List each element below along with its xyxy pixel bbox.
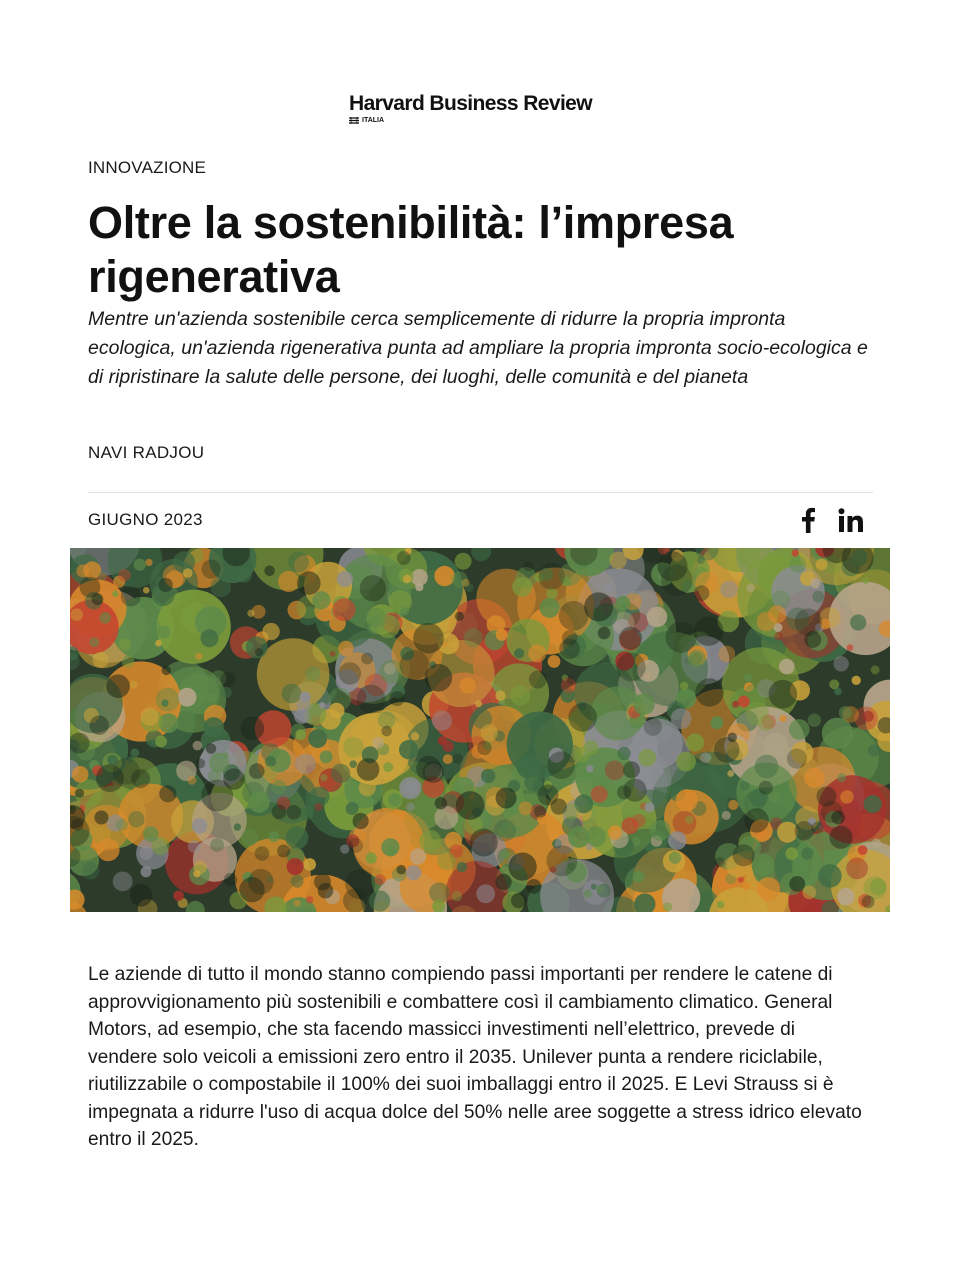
brand-name: Harvard Business Review bbox=[349, 92, 592, 115]
italy-flag-icon bbox=[349, 117, 359, 124]
brand-edition-label: ITALIA bbox=[362, 117, 385, 124]
share-linkedin-button[interactable] bbox=[836, 505, 866, 535]
article-dek: Mentre un'azienda sostenibile cerca semplicemente di ridurre la propria impronta ecologica, un'azienda rigenerativa punta ad ampliare la propria impronta socio-ecologica e di ripristinare la salute delle persone, dei luoghi, delle comunità e del pianeta bbox=[88, 308, 868, 388]
divider bbox=[88, 492, 873, 493]
share-facebook-button[interactable] bbox=[796, 505, 820, 535]
facebook-icon bbox=[800, 507, 816, 533]
article-title: Oltre la sostenibilità: l’impresa rigenerativa bbox=[88, 197, 734, 302]
article-body: Le aziende di tutto il mondo stanno compiendo passi importanti per rendere le catene di approvvigionamento più sostenibili e combattere così il cambiamento climatico. General Motors, ad esempio, che sta facendo massicci investimenti nell’elettrico, prevede di vendere solo veicoli a emissioni zero entro il 2035. Unilever punta a rendere riciclabile, riutilizzabile o compostabile il 100% dei suoi imballaggi entro il 2025. E Levi Strauss si è impegnata a ridurre l'uso di acqua dolce del 50% nelle aree soggette a stress idrico elevato entro il 2025. bbox=[88, 964, 862, 1150]
linkedin-icon bbox=[838, 508, 864, 532]
hero-image bbox=[70, 548, 890, 912]
autumn-forest-canopy bbox=[70, 548, 890, 912]
author-byline[interactable]: NAVI RADJOU bbox=[88, 443, 205, 462]
publish-date: GIUGNO 2023 bbox=[88, 510, 203, 529]
section-label[interactable]: INNOVAZIONE bbox=[88, 158, 207, 177]
brand-edition bbox=[349, 116, 629, 125]
brand-logo[interactable] bbox=[349, 92, 629, 125]
